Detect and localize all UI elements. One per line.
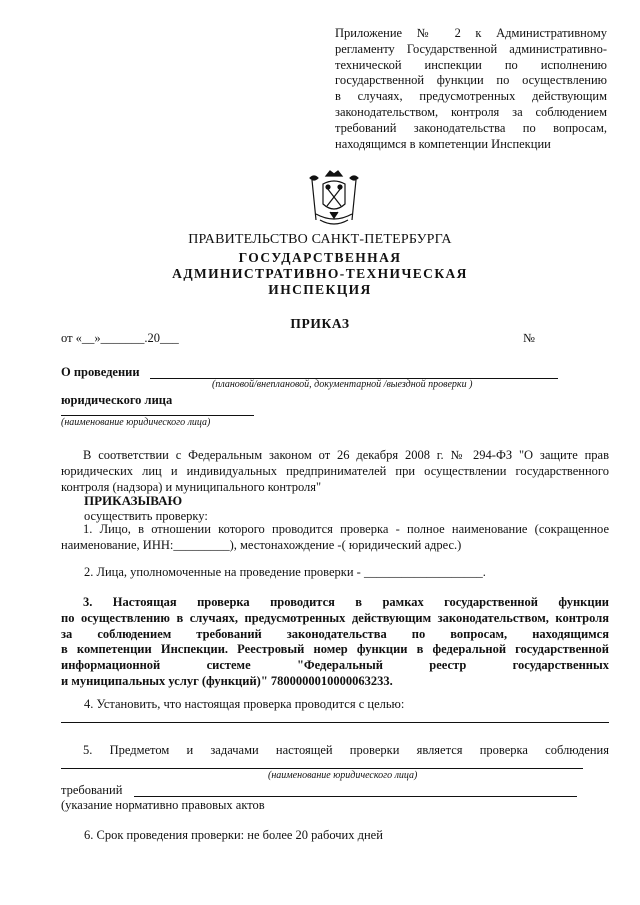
item-1-line: наименование, ИНН:_________), местонахождение -( юридический адрес.) xyxy=(61,538,462,552)
appendix-line: в случаях, предусмотренных действующим xyxy=(335,89,607,104)
entity-hint: (наименование юридического лица) xyxy=(61,417,211,428)
carry-out-text: осуществить проверку: xyxy=(84,509,208,523)
item-3-line: по осуществлению в случаях, предусмотренных действующим законодательством, контроля xyxy=(61,610,609,625)
order-word: ПРИКАЗЫВАЮ xyxy=(84,493,183,508)
order-title: ПРИКАЗ xyxy=(290,316,350,331)
order-date: от «__»_______.20___ xyxy=(61,331,179,345)
entity-label: юридического лица xyxy=(61,393,173,407)
inspection-name-line1: ГОСУДАРСТВЕННАЯ xyxy=(238,250,402,265)
appendix-line: требований законодательства по вопросам, xyxy=(335,120,607,135)
item-5-underline xyxy=(61,768,583,769)
intro-line: контроля (надзора) и муниципального контроля" xyxy=(61,480,322,494)
inspection-name-line2: АДМИНИСТРАТИВНО-ТЕХНИЧЕСКАЯ xyxy=(172,266,468,281)
item-2: 2. Лица, уполномоченные на проведение проверки - ___________________. xyxy=(84,565,486,579)
order-number-label: № xyxy=(523,331,535,345)
item-4-underline xyxy=(61,722,609,723)
item-1 xyxy=(61,521,609,553)
item-5-line: 5. Предметом и задачами настоящей проверки является проверка соблюдения xyxy=(83,743,609,757)
appendix-line: регламенту Государственной административно- xyxy=(335,41,607,56)
item-3-line: за соблюдением требований законодательства по вопросам, находящимся xyxy=(61,626,609,641)
item-3-line: и муниципальных услуг (функций)" 7800000010000063233. xyxy=(61,673,393,688)
item-3-line: в компетенции Инспекции. Реестровый номер функции в федеральной государственной xyxy=(61,642,609,657)
requirements-underline xyxy=(134,796,577,797)
appendix-line: законодательством, контроля за соблюдением xyxy=(335,104,607,119)
appendix-line: находящимся в компетенции Инспекции xyxy=(335,136,551,151)
appendix-line: технической инспекции по исполнению xyxy=(335,57,607,72)
coat-of-arms-icon xyxy=(306,168,362,230)
subject-hint: (плановой/внеплановой, документарной /выездной проверки ) xyxy=(212,379,473,390)
intro-line: В соответствии с Федеральным законом от 26 декабря 2008 г. № 294-ФЗ "О защите прав xyxy=(83,448,609,462)
item-5 xyxy=(61,742,609,758)
government-name: ПРАВИТЕЛЬСТВО САНКТ-ПЕТЕРБУРГА xyxy=(188,232,452,247)
subject-label: О проведении xyxy=(61,365,140,379)
item-1-line: 1. Лицо, в отношении которого проводится проверка - полное наименование (сокращенное xyxy=(83,522,609,536)
requirements-label: требований xyxy=(61,783,123,797)
item-3 xyxy=(61,595,609,690)
appendix-note xyxy=(335,26,607,152)
inspection-name-line3: ИНСПЕКЦИЯ xyxy=(268,282,372,297)
item-3-line: информационной системе "Федеральный реестр государственных xyxy=(61,658,609,673)
norm-acts-note: (указание нормативно правовых актов xyxy=(61,798,265,812)
item-3-line: 3. Настоящая проверка проводится в рамках государственной функции xyxy=(83,595,609,609)
item-5-hint: (наименование юридического лица) xyxy=(268,770,418,781)
intro-line: юридических лиц и индивидуальных предпринимателей при осуществлении государственного xyxy=(61,464,609,478)
appendix-line: Приложение № 2 к Административному xyxy=(335,26,607,40)
intro-paragraph xyxy=(61,447,609,495)
entity-underline xyxy=(61,415,254,416)
appendix-line: государственной функции по осуществлению xyxy=(335,73,607,88)
item-6: 6. Срок проведения проверки: не более 20 рабочих дней xyxy=(84,828,383,842)
item-4: 4. Установить, что настоящая проверка проводится с целью: xyxy=(84,697,405,711)
